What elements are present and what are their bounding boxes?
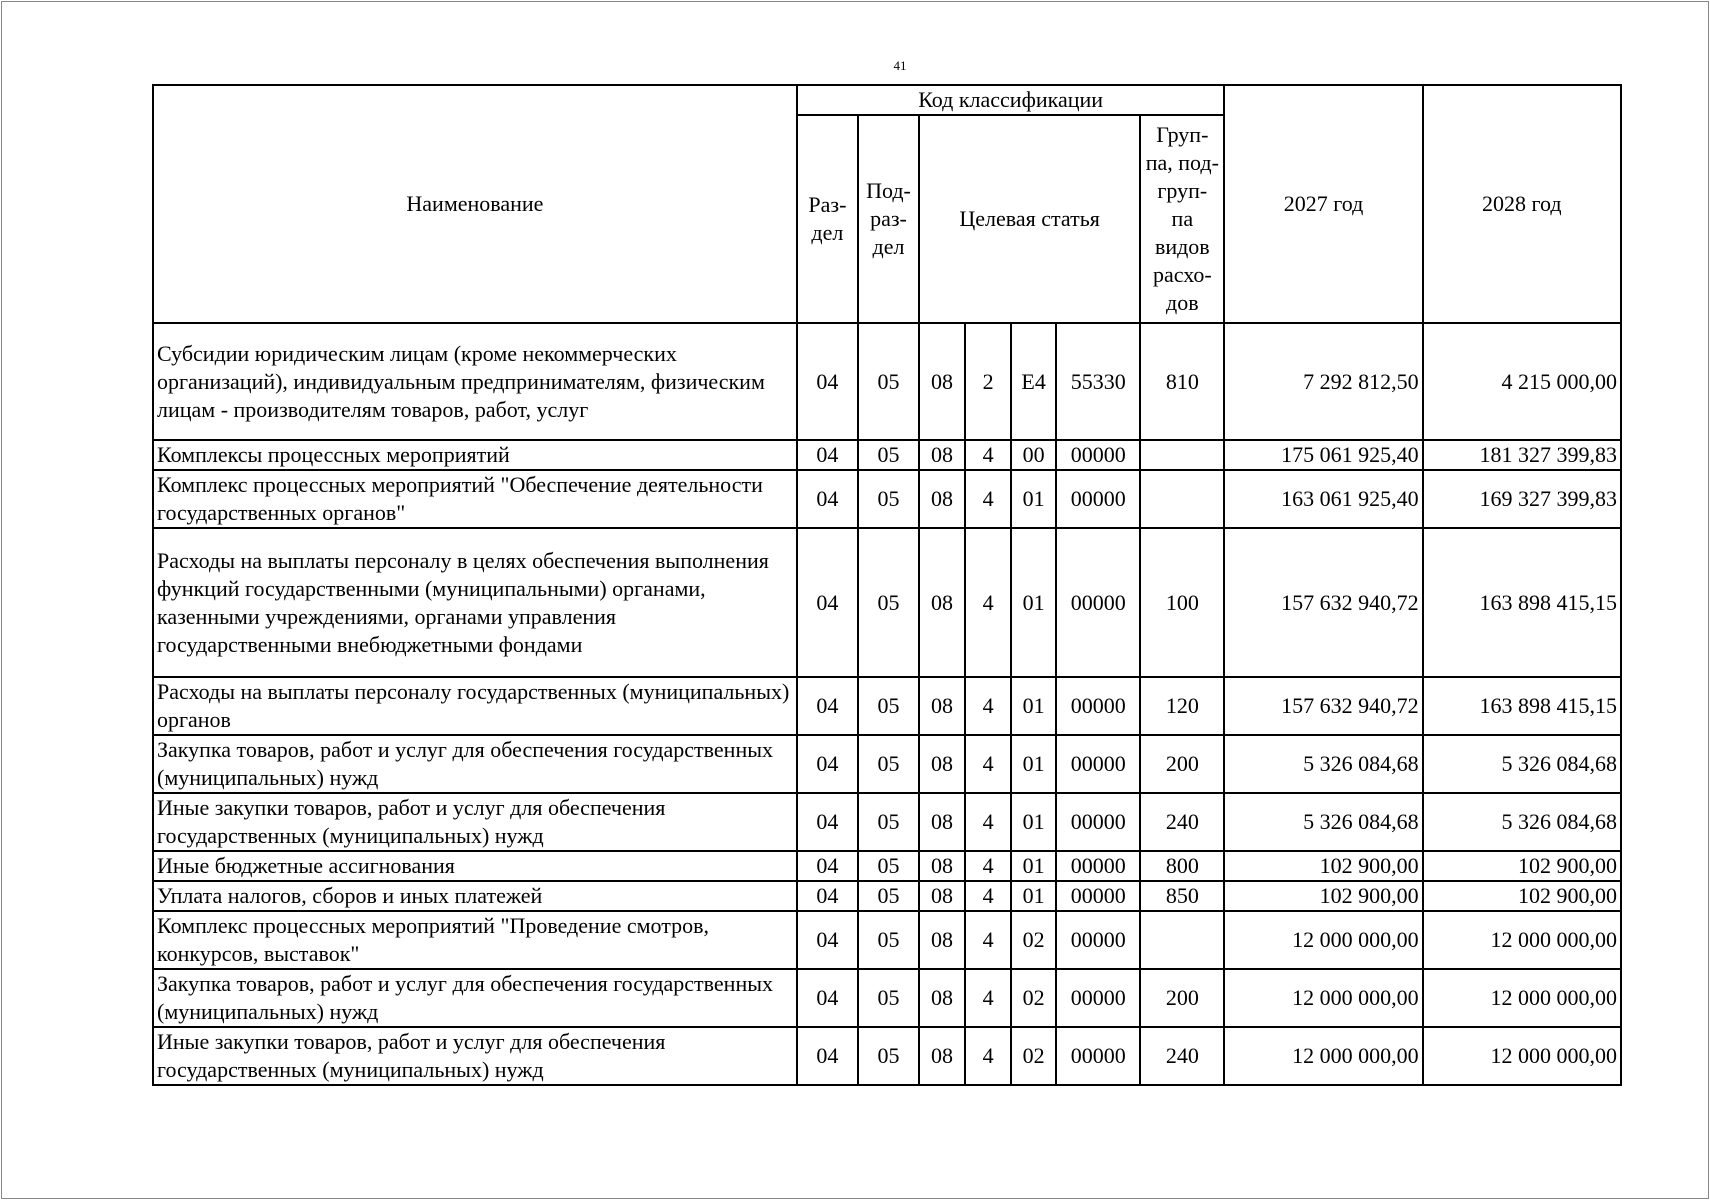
cell-target-direction: 00000 [1056, 881, 1140, 911]
cell-expense-type: 240 [1140, 1027, 1224, 1085]
cell-amount-2028: 12 000 000,00 [1423, 911, 1621, 969]
cell-target-direction: 55330 [1056, 323, 1140, 440]
cell-razdel: 04 [797, 1027, 858, 1085]
cell-podrazdel: 05 [858, 323, 919, 440]
cell-name: Иные закупки товаров, работ и услуг для обеспечения государственных (муниципальных) нужд [153, 793, 797, 851]
cell-target-program: 08 [919, 528, 965, 677]
cell-name: Комплекс процессных мероприятий "Обеспечение деятельности государственных органов" [153, 470, 797, 528]
header-classification-code: Код классификации [797, 85, 1225, 115]
cell-target-program: 08 [919, 323, 965, 440]
cell-amount-2027: 102 900,00 [1224, 881, 1422, 911]
cell-target-event: 02 [1011, 1027, 1056, 1085]
table-row [153, 323, 1621, 440]
cell-amount-2027: 163 061 925,40 [1224, 470, 1422, 528]
cell-target-program: 08 [919, 911, 965, 969]
cell-amount-2027: 12 000 000,00 [1224, 969, 1422, 1027]
cell-target-event: 01 [1011, 528, 1056, 677]
cell-target-program: 08 [919, 851, 965, 881]
cell-podrazdel: 05 [858, 881, 919, 911]
table-row [153, 528, 1621, 677]
cell-target-type: 4 [965, 735, 1011, 793]
cell-target-event: 01 [1011, 851, 1056, 881]
header-expense-type: Груп- па, под- груп- па видов расхо- дов [1140, 115, 1224, 323]
cell-name: Комплекс процессных мероприятий "Проведение смотров, конкурсов, выставок" [153, 911, 797, 969]
cell-target-program: 08 [919, 440, 965, 470]
cell-target-event: 01 [1011, 793, 1056, 851]
table-row [153, 969, 1621, 1027]
table-row [153, 440, 1621, 470]
cell-name: Расходы на выплаты персоналу государственных (муниципальных) органов [153, 677, 797, 735]
cell-target-program: 08 [919, 793, 965, 851]
cell-amount-2028: 4 215 000,00 [1423, 323, 1621, 440]
cell-razdel: 04 [797, 881, 858, 911]
cell-target-direction: 00000 [1056, 793, 1140, 851]
cell-expense-type: 810 [1140, 323, 1224, 440]
cell-amount-2027: 7 292 812,50 [1224, 323, 1422, 440]
cell-target-direction: 00000 [1056, 528, 1140, 677]
cell-amount-2028: 163 898 415,15 [1423, 528, 1621, 677]
cell-target-type: 4 [965, 969, 1011, 1027]
cell-target-event: 02 [1011, 969, 1056, 1027]
cell-target-type: 4 [965, 793, 1011, 851]
cell-amount-2027: 12 000 000,00 [1224, 911, 1422, 969]
cell-podrazdel: 05 [858, 440, 919, 470]
cell-target-direction: 00000 [1056, 440, 1140, 470]
cell-razdel: 04 [797, 323, 858, 440]
cell-podrazdel: 05 [858, 793, 919, 851]
cell-target-type: 2 [965, 323, 1011, 440]
cell-target-type: 4 [965, 881, 1011, 911]
table-row [153, 735, 1621, 793]
cell-name: Уплата налогов, сборов и иных платежей [153, 881, 797, 911]
header-podrazdel: Под- раз- дел [858, 115, 919, 323]
cell-podrazdel: 05 [858, 1027, 919, 1085]
cell-target-event: 01 [1011, 735, 1056, 793]
cell-target-event: 02 [1011, 911, 1056, 969]
cell-target-event: 01 [1011, 881, 1056, 911]
cell-target-direction: 00000 [1056, 735, 1140, 793]
cell-razdel: 04 [797, 528, 858, 677]
cell-target-event: 00 [1011, 440, 1056, 470]
cell-target-direction: 00000 [1056, 969, 1140, 1027]
cell-target-direction: 00000 [1056, 1027, 1140, 1085]
cell-podrazdel: 05 [858, 528, 919, 677]
cell-name: Субсидии юридическим лицам (кроме некоммерческих организаций), индивидуальным предпринимателям, физическим лицам - производителям товаров, работ, услуг [153, 323, 797, 440]
cell-amount-2027: 5 326 084,68 [1224, 793, 1422, 851]
cell-target-program: 08 [919, 969, 965, 1027]
cell-target-program: 08 [919, 1027, 965, 1085]
cell-target-type: 4 [965, 911, 1011, 969]
cell-razdel: 04 [797, 793, 858, 851]
cell-target-type: 4 [965, 440, 1011, 470]
cell-target-type: 4 [965, 470, 1011, 528]
cell-amount-2028: 169 327 399,83 [1423, 470, 1621, 528]
cell-amount-2027: 157 632 940,72 [1224, 528, 1422, 677]
cell-razdel: 04 [797, 911, 858, 969]
cell-amount-2028: 163 898 415,15 [1423, 677, 1621, 735]
cell-name: Закупка товаров, работ и услуг для обеспечения государственных (муниципальных) нужд [153, 735, 797, 793]
table-row [153, 470, 1621, 528]
cell-razdel: 04 [797, 470, 858, 528]
cell-podrazdel: 05 [858, 470, 919, 528]
cell-target-event: E4 [1011, 323, 1056, 440]
cell-expense-type: 800 [1140, 851, 1224, 881]
header-year-2027: 2027 год [1224, 85, 1422, 323]
cell-amount-2028: 181 327 399,83 [1423, 440, 1621, 470]
cell-target-direction: 00000 [1056, 470, 1140, 528]
cell-target-program: 08 [919, 677, 965, 735]
cell-amount-2027: 157 632 940,72 [1224, 677, 1422, 735]
table-row [153, 1027, 1621, 1085]
cell-podrazdel: 05 [858, 851, 919, 881]
cell-razdel: 04 [797, 735, 858, 793]
table-row [153, 793, 1621, 851]
header-row-top [153, 85, 1621, 115]
cell-target-program: 08 [919, 735, 965, 793]
cell-amount-2027: 102 900,00 [1224, 851, 1422, 881]
cell-amount-2028: 12 000 000,00 [1423, 969, 1621, 1027]
cell-target-direction: 00000 [1056, 851, 1140, 881]
cell-expense-type: 850 [1140, 881, 1224, 911]
cell-name: Закупка товаров, работ и услуг для обеспечения государственных (муниципальных) нужд [153, 969, 797, 1027]
cell-expense-type [1140, 440, 1224, 470]
cell-razdel: 04 [797, 677, 858, 735]
cell-target-event: 01 [1011, 470, 1056, 528]
cell-amount-2027: 5 326 084,68 [1224, 735, 1422, 793]
cell-target-type: 4 [965, 528, 1011, 677]
budget-table [152, 84, 1622, 1086]
cell-expense-type: 200 [1140, 969, 1224, 1027]
table-row [153, 911, 1621, 969]
header-target-article: Целевая статья [919, 115, 1140, 323]
cell-amount-2028: 102 900,00 [1423, 881, 1621, 911]
cell-amount-2028: 5 326 084,68 [1423, 735, 1621, 793]
table-row [153, 881, 1621, 911]
cell-podrazdel: 05 [858, 677, 919, 735]
cell-podrazdel: 05 [858, 911, 919, 969]
cell-amount-2028: 12 000 000,00 [1423, 1027, 1621, 1085]
cell-expense-type [1140, 911, 1224, 969]
header-year-2028: 2028 год [1423, 85, 1621, 323]
table-row [153, 851, 1621, 881]
cell-target-program: 08 [919, 470, 965, 528]
cell-expense-type: 200 [1140, 735, 1224, 793]
cell-target-type: 4 [965, 677, 1011, 735]
cell-expense-type: 100 [1140, 528, 1224, 677]
table-body [153, 323, 1621, 1085]
cell-target-type: 4 [965, 1027, 1011, 1085]
cell-podrazdel: 05 [858, 969, 919, 1027]
cell-target-event: 01 [1011, 677, 1056, 735]
cell-target-direction: 00000 [1056, 911, 1140, 969]
cell-razdel: 04 [797, 969, 858, 1027]
cell-amount-2028: 5 326 084,68 [1423, 793, 1621, 851]
cell-target-type: 4 [965, 851, 1011, 881]
header-razdel: Раз- дел [797, 115, 858, 323]
cell-amount-2028: 102 900,00 [1423, 851, 1621, 881]
cell-name: Расходы на выплаты персоналу в целях обеспечения выполнения функций государственными (муниципальными) органами, казенными учреждениями, органами управления государственными внебюджетными фондами [153, 528, 797, 677]
cell-amount-2027: 12 000 000,00 [1224, 1027, 1422, 1085]
cell-name: Иные закупки товаров, работ и услуг для обеспечения государственных (муниципальных) нужд [153, 1027, 797, 1085]
cell-target-direction: 00000 [1056, 677, 1140, 735]
cell-razdel: 04 [797, 440, 858, 470]
cell-name: Иные бюджетные ассигнования [153, 851, 797, 881]
cell-name: Комплексы процессных мероприятий [153, 440, 797, 470]
cell-amount-2027: 175 061 925,40 [1224, 440, 1422, 470]
cell-razdel: 04 [797, 851, 858, 881]
cell-podrazdel: 05 [858, 735, 919, 793]
table-row [153, 677, 1621, 735]
cell-target-program: 08 [919, 881, 965, 911]
cell-expense-type: 120 [1140, 677, 1224, 735]
header-name: Наименование [153, 85, 797, 323]
page-number: 41 [893, 58, 907, 73]
cell-expense-type [1140, 470, 1224, 528]
cell-expense-type: 240 [1140, 793, 1224, 851]
